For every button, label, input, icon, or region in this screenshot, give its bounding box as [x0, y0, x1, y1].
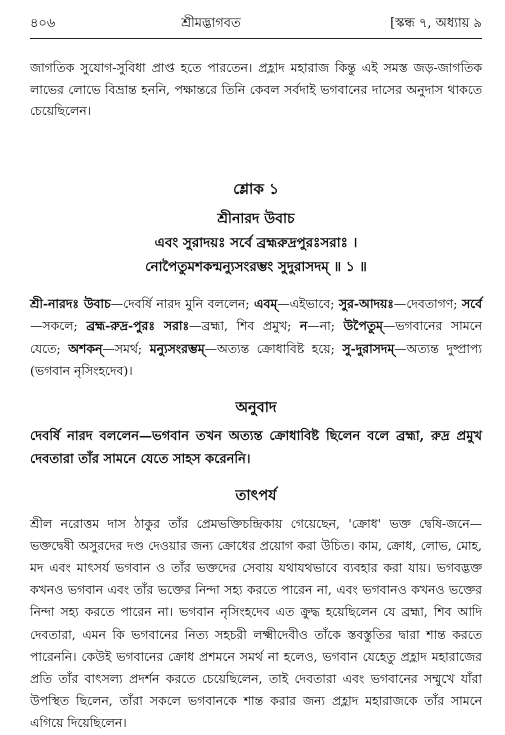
book-title: শ্রীমদ্ভাগবত — [181, 16, 241, 31]
synonym-meaning: ভগবানের সামনে যেতে; — [30, 318, 482, 356]
purport-text: শ্রীল নরোত্তম দাস ঠাকুর তাঁর প্রেমভক্তিচন্দ্রিকায় গেয়েছেন, 'ক্রোধ' ভক্ত দ্বেষি-জনে—ভক্তদ্বেষী অসুরদের দণ্ড দেওয়ার জন্য ক্রোধের প্রয়োগ করা উচিত। কাম, ক্রোধ, লোভ, মোহ, মদ এবং মাৎসর্য ভগবান ও তাঁর ভক্তদের সেবায় যথাযথভাবে ব্যবহার করা যায়। ভগবদ্ভক্ত কখনও ভগবান এবং তাঁর ভক্তের নিন্দা সহ্য করতে পারেন না, এবং ভগবানও কখনও ভক্তের নিন্দা সহ্য করতে পারেন না। ভগবান নৃসিংহদেব এত ক্রুদ্ধ হয়েছিলেন যে ব্রহ্মা, শিব আদি দেবতারা, এমন কি ভগবানের নিত্য সহচরী লক্ষ্মীদেবীও তাঁকে স্তবস্তুতির দ্বারা শান্ত করতে পারেননি। কেউই ভগবানের ক্রোধ প্রশমনে সমর্থ না হলেও, ভগবান যেহেতু প্রহ্লাদ মহারাজের প্রতি তাঁর বাৎসল্য প্রদর্শন করতে চেয়েছিলেন, তাই দেবতারা এবং ভগবানের সম্মুখে যাঁরা উপস্থিত ছিলেন, তাঁরা সকলে ভগবানকে শান্ত করার জন্য প্রহ্লাদ মহারাজকে তাঁর সামনে এগিয়ে দিয়েছিলেন। — [30, 515, 482, 731]
synonym-meaning: দেবর্ষি নারদ মুনি বললেন; — [123, 295, 255, 311]
synonym-meaning: ব্রহ্মা, শিব প্রমুখ; — [201, 318, 300, 333]
synonym-term: সু-দুরাসদম্‌ — [342, 340, 395, 356]
running-header — [30, 14, 482, 34]
synonym-meaning: না; — [319, 318, 344, 333]
synonym-term: মন্যুসংরম্ভম্‌ — [149, 340, 205, 356]
synonym-meaning: সকলে; — [42, 318, 87, 333]
synonym-meaning: অত্যন্ত ক্রোধাবিষ্ট হয়ে; — [216, 340, 343, 356]
synonym-term: ন — [299, 318, 308, 333]
translation-heading: অনুবাদ — [235, 398, 277, 416]
canto-chapter: [স্কন্ধ ৭, অধ্যায় ৯ — [390, 16, 482, 31]
synonym-meaning: এইভাবে; — [289, 295, 339, 311]
synonym-meaning: দেবতাগণ; — [406, 295, 462, 311]
header-rule — [30, 38, 482, 39]
verse-speaker: শ্রীনারদ উবাচ — [217, 210, 295, 227]
synonym-meaning: অত্যন্ত দুষ্প্রাপ্য (ভগবান নৃসিংহদেব)। — [30, 340, 483, 378]
purport-body — [30, 513, 482, 735]
synonym-meaning: সমর্থ; — [114, 340, 150, 356]
synonym-term: সর্বে — [461, 295, 483, 311]
synonym-term: সুর-আদয়ঃ — [338, 295, 394, 311]
synonym-term: ব্রহ্ম-রুদ্র-পুরঃ সরাঃ — [86, 318, 190, 333]
synonym-term: অশকন্‌ — [68, 340, 103, 356]
page-number: ৪০৬ — [30, 16, 56, 31]
purport-heading: তাৎপর্য — [235, 486, 277, 504]
verse-line-1: এবং সুরাদয়ঃ সর্বে ব্রহ্মরুদ্রপুরঃসরাঃ । — [154, 234, 358, 251]
verse-line-2: নোপৈতুমশকন্মন্যুসংরম্ভং সুদুরাসদম্‌ ॥ ১ ॥ — [145, 258, 367, 275]
synonym-term: এবম্‌ — [254, 295, 278, 311]
synonyms: শ্রী-নারদঃ উবাচ—দেবর্ষি নারদ মুনি বললেন; এবম্‌—এইভাবে; সুর-আদয়ঃ—দেবতাগণ; সর্বে—সকলে; ব্রহ্ম-রুদ্র-পুরঃ সরাঃ—ব্রহ্মা, শিব প্রমুখ; ন—না; উপৈতুম্‌—ভগবানের সামনে যেতে; অশকন্‌—সমর্থ; মন্যুসংরম্ভম্‌—অত্যন্ত ক্রোধাবিষ্ট হয়ে; সু-দুরাসদম্‌—অত্যন্ত দুষ্প্রাপ্য (ভগবান নৃসিংহদেব)। — [30, 295, 483, 378]
synonym-term: উপৈতুম্‌ — [343, 318, 383, 333]
intro-paragraph: জাগতিক সুযোগ-সুবিধা প্রাপ্ত হতে পারতেন। প্রহ্লাদ মহারাজ কিন্তু এই সমস্ত জড়-জাগতিক লাভের লোভে বিভ্রান্ত হননি, পক্ষান্তরে তিনি কেবল সর্বদাই ভগবানের দাসের অনুদাস থাকতে চেয়েছিলেন। — [30, 60, 482, 118]
translation-text: দেবর্ষি নারদ বললেন—ভগবান তখন অত্যন্ত ক্রোধাবিষ্ট ছিলেন বলে ব্রহ্মা, রুদ্র প্রমুখ দেবতারা তাঁর সামনে যেতে সাহস করেননি। — [30, 428, 482, 467]
verse-title: শ্লোক ১ — [233, 179, 279, 198]
synonym-term: শ্রী-নারদঃ উবাচ — [30, 295, 111, 311]
page — [30, 14, 482, 735]
